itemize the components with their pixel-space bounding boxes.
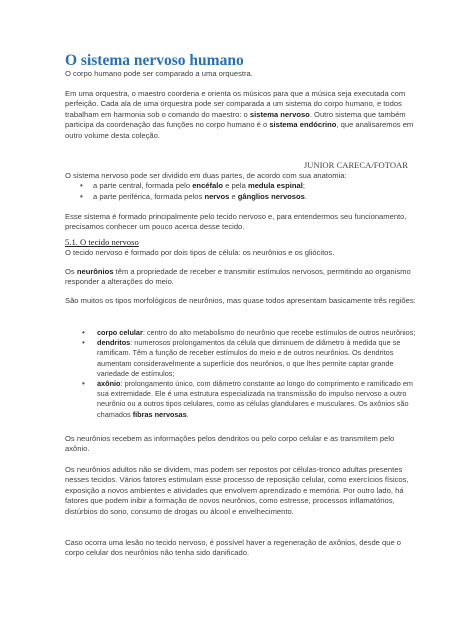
orchestra-text-2: . Outro sistema que também participa da coordenação das funções no corpo humano é o <box>65 109 406 130</box>
item-text: . <box>304 191 308 201</box>
region-text: . <box>186 409 189 419</box>
bullet-icon: • <box>82 379 85 389</box>
term-axonio: axônio <box>97 379 121 389</box>
term-nervos: nervos <box>204 191 230 201</box>
region-text: : centro do alto metabolismo do neurônio que recebe estímulos de outros neurônios; <box>142 328 416 337</box>
term-ganglios-nervosos: gânglios nervosos <box>237 191 305 201</box>
term-neuronios: neurônios <box>76 267 114 276</box>
section-text: O tecido nervoso é formado por dois tipos de célula: os neurônios e os gliócitos. <box>65 248 335 257</box>
receive-paragraph: Os neurônios recebem as informações pelos dendritos ou pelo corpo celular e as transmitem pelo axônio. <box>65 434 395 454</box>
tissue-intro-paragraph: Esse sistema é formado principalmente pelo tecido nervoso e, para entendermos seu funcionamento, precisamos conhecer um pouco acerca desse tecido. <box>65 212 407 232</box>
division-block <box>65 171 417 202</box>
bullet-icon: • <box>80 191 83 201</box>
lesion-paragraph: Caso ocorra uma lesão no tecido nervoso, é possível haver a regeneração de axônios, desde que o corpo celular dos neurônios não tenha sido danificado. <box>65 538 402 558</box>
region-text: : numerosos prolongamentos da célula que diminuem de diâmetro à medida que se ramificam. Têm a função de receber estímulos do meio e de outros neurônios. Os dendritos aumentam consideravelmente a superfície dos neurônios, o que lhes permite captar grande variedade de estímulos; <box>97 338 401 378</box>
region-text: : prolongamento único, com diâmetro constante ao longo do comprimento e ramificado em sua extremidade. Ele é uma estrutura especializada na transmissão do impulso nervoso a outro neurônio ou a outros tipos celulares, como as células glandulares e musculares. Os axônios são chamados <box>97 379 413 419</box>
list-item <box>65 379 417 420</box>
intro-paragraph: O corpo humano pode ser comparado a uma orquestra. <box>65 69 253 78</box>
photo-credit: JUNIOR CARECA/FOTOAR <box>303 160 408 170</box>
item-text: a parte periférica, formada pelos <box>93 191 205 201</box>
neurons-text: Os <box>65 267 77 276</box>
term-encefalo: encéfalo <box>192 181 224 191</box>
term-medula-espinal: medula espinal <box>247 181 303 191</box>
list-item <box>65 181 417 191</box>
list-item <box>65 338 417 379</box>
orchestra-text-3: , que analisaremos em outro volume desta coleção. <box>65 120 414 140</box>
neurons-text: têm a propriedade de receber e transmitir estímulos nervosos, permitindo ao organismo responder a alterações do meio. <box>65 267 411 287</box>
list-item <box>65 328 417 338</box>
term-sistema-nervoso: sistema nervoso <box>249 109 310 119</box>
term-sistema-endocrino: sistema endócrino <box>269 120 337 130</box>
orchestra-text-1: Em uma orquestra, o maestro coordena e orienta os músicos para que a música seja executada com perfeição. Cada ala de uma orquestra pode ser comparada a um sistema do corpo humano, e todos trabalham em harmonia sob o comando do maestro: o <box>65 89 406 119</box>
morphology-intro: São muitos os tipos morfológicos de neurônios, mas quase todos apresentam basicamente três regiões: <box>65 296 416 305</box>
term-corpo-celular: corpo celular <box>97 328 143 337</box>
item-text: a parte central, formada pelo <box>93 181 193 191</box>
item-text: e pela <box>223 181 248 191</box>
page-title: O sistema nervoso humano <box>65 52 244 69</box>
division-text: O sistema nervoso pode ser dividido em duas partes, de acordo com sua anatomia: <box>65 171 347 180</box>
term-fibras-nervosas: fibras nervosas <box>132 409 187 419</box>
section-heading: 5.1. O tecido nervoso <box>65 237 139 247</box>
list-item <box>65 192 417 202</box>
bullet-icon: • <box>80 181 83 191</box>
bullet-icon: • <box>82 338 85 348</box>
term-dendritos: dendritos <box>97 338 131 348</box>
item-text: e <box>229 191 238 201</box>
adults-paragraph: Os neurônios adultos não se dividem, mas podem ser repostos por células-tronco adultas presentes nesses tecidos. Vários fatores estimulam esse processo de reposição celular, como exercícios físicos, exposição a novos ambientes e atividades que envolvem aprendizado e memória. Por outro lado, há fatores que podem inibir a formação de novos neurônios, como estresse, processos inflamatórios, distúrbios do sono, consumo de drogas ou álcool e envelhecimento. <box>65 465 409 516</box>
regions-list <box>65 328 417 420</box>
division-list <box>65 181 417 202</box>
bullet-icon: • <box>82 328 85 337</box>
orchestra-paragraph <box>65 89 417 141</box>
regions-block <box>65 328 417 420</box>
neurons-paragraph <box>65 267 417 288</box>
item-text: ; <box>302 181 305 191</box>
